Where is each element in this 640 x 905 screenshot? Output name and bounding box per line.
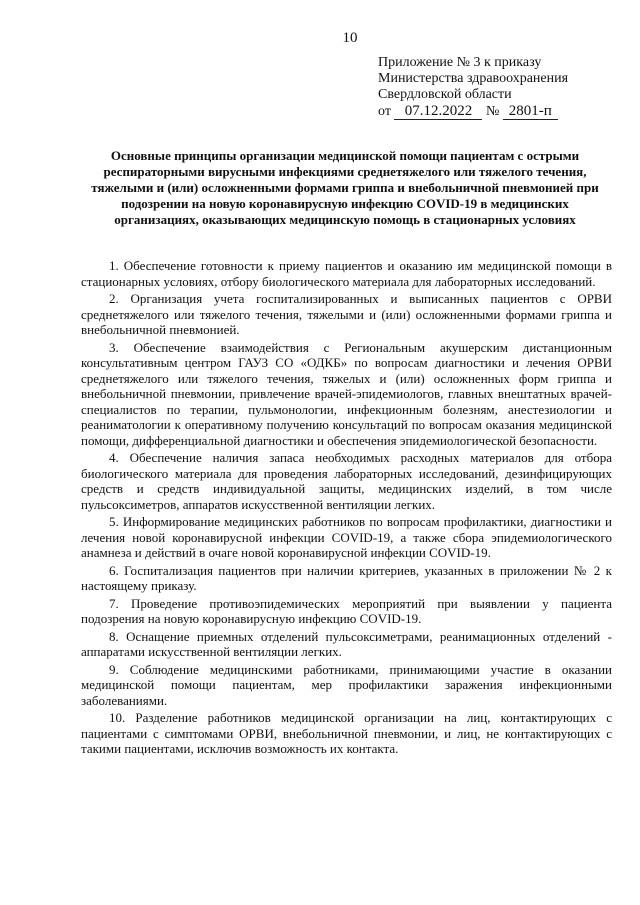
page-number: 10 (342, 30, 358, 46)
order-date: 07.12.2022 (394, 104, 482, 120)
appendix-line-2: Министерства здравоохранения (378, 71, 569, 86)
date-prefix: от (378, 104, 391, 119)
paragraph-10: 10. Разделение работников медицинской организации на лиц, контактирующих с пациентами с симптомами ОРВИ, внебольничной пневмонии, и лиц, не контактирующих с такими пациентами, исключив возможность их контакта. (81, 710, 612, 756)
paragraph-9: 9. Соблюдение медицинскими работниками, принимающими участие в оказании медицинской помощи пациентам, мер профилактики заражения инфекционными заболеваниями. (81, 661, 612, 708)
paragraph-7: 7. Проведение противоэпидемических мероприятий при выявлении у пациента подозрения на новую коронавирусную инфекцию COVID-19. (81, 595, 612, 626)
order-number: 2801-п (503, 104, 558, 120)
paragraph-4: 4. Обеспечение наличия запаса необходимых расходных материалов для отбора биологического материала для проведения лабораторных исследований, дезинфицирующих средств и средств индивидуальной защиты, медицинских изделий, в том числе пульсоксиметров, аппаратов искусственной вентиляции легких. (81, 450, 612, 512)
number-prefix: № (485, 104, 500, 119)
paragraph-2: 2. Организация учета госпитализированных и выписанных пациентов с ОРВИ среднетяжелого или тяжелого течения, тяжелыми и (или) осложненными формами гриппа и внебольничной пневмонией. (81, 291, 612, 337)
appendix-line-3: Свердловской области (378, 87, 512, 102)
document-body (81, 258, 612, 759)
paragraph-6: 6. Госпитализация пациентов при наличии критериев, указанных в приложении № 2 к настоящему приказу. (81, 562, 612, 593)
paragraph-1: 1. Обеспечение готовности к приему пациентов и оказанию им медицинской помощи в стационарных условиях, отбору биологического материала для лабораторных исследований. (81, 258, 612, 289)
paragraph-3: 3. Обеспечение взаимодействия с Региональным акушерским дистанционным консультативным центром ГАУЗ СО «ОДКБ» по вопросам диагностики и лечения ОРВИ среднетяжелого или тяжелого течения, тяжелых и (или) осложненных форм гриппа и внебольничной пневмонии, привлечение врачей-эпидемиологов, главных внештатных врачей-специалистов по терапии, пульмонологии, инфекционным болезням, анестезиологии и реаниматологии к оперативному получению консультаций по вопросам оказания медицинской помощи, дифференциальной диагностики и обеспечения эпидемиологической безопасности. (81, 339, 612, 448)
document-title: Основные принципы организации медицинской помощи пациентам с острыми респираторными вирусными инфекциями среднетяжелого или тяжелого течения, тяжелыми и (или) осложненными формами гриппа и внебольничной пневмонией при подозрении на новую коронавирусную инфекцию COVID-19 в медицинских организациях, оказывающих медицинскую помощь в стационарных условиях (91, 148, 599, 227)
appendix-line-1: Приложение № 3 к приказу (378, 55, 542, 70)
appendix-header (378, 55, 618, 120)
paragraph-5: 5. Информирование медицинских работников по вопросам профилактики, диагностики и лечения новой коронавирусной инфекции COVID-19, а также сбора эпидемиологического анамнеза и действий в очаге новой коронавирусной инфекции COVID-19. (81, 514, 612, 560)
paragraph-8: 8. Оснащение приемных отделений пульсоксиметрами, реанимационных отделений - аппаратами искусственной вентиляции легких. (81, 628, 612, 659)
order-reference (378, 104, 618, 120)
